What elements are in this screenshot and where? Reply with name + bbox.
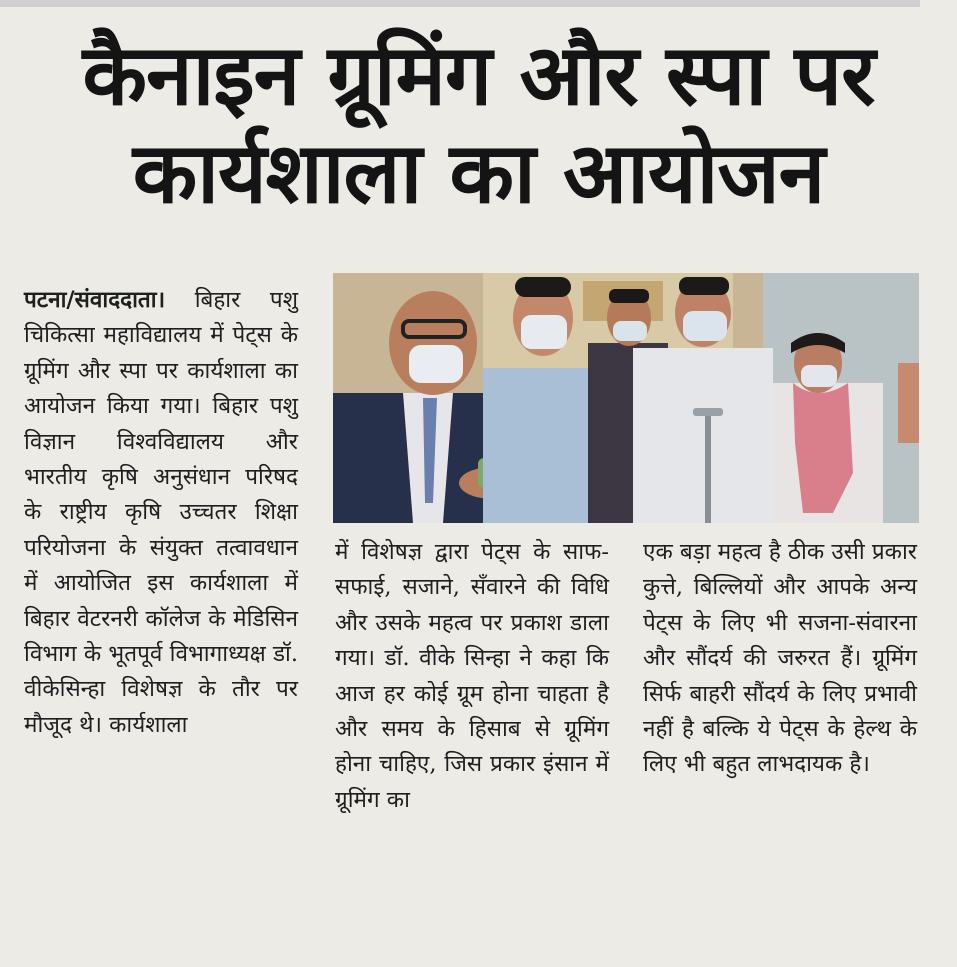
news-photo [333, 273, 919, 523]
column-3-text: एक बड़ा महत्व है ठीक उसी प्रकार कुत्ते, बिल्लियों और आपके अन्य पेट्स के लिए भी सजना-संवारना और सौंदर्य की जरुरत हैं। ग्रूमिंग सिर्फ बाहरी सौंदर्य के लिए प्रभावी नहीं है बल्कि ये पेट्स के हेल्थ के लिए भी बहुत लाभदायक है। [643, 539, 917, 778]
column-2-text: में विशेषज्ञ द्वारा पेट्स के साफ-सफाई, सजाने, सँवारने की विधि और उसके महत्व पर प्रकाश डाला गया। डॉ. वीके सिन्हा ने कहा कि आज हर कोई ग्रूम होना चाहता है और समय के हिसाब से ग्रूमिंग होना चाहिए, जिस प्रकार इंसान में ग्रूमिंग का [335, 539, 609, 813]
article-column-2 [335, 535, 609, 818]
headline-line-1: कैनाइन ग्रूमिंग और स्पा पर [82, 26, 875, 124]
article-column-1 [24, 283, 298, 743]
photo-illustration [333, 273, 919, 523]
headline-line-2: कार्यशाला का आयोजन [132, 124, 825, 222]
dateline: पटना/संवाददाता। [24, 287, 166, 313]
top-rule [0, 0, 920, 7]
headline [0, 26, 957, 222]
article-column-3 [643, 535, 917, 783]
column-1-text: बिहार पशु चिकित्सा महाविद्यालय में पेट्स के ग्रूमिंग और स्पा पर कार्यशाला का आयोजन किया गया। बिहार पशु विज्ञान विश्वविद्यालय और भारतीय कृषि अनुसंधान परिषद के राष्ट्रीय कृषि उच्चतर शिक्षा परियोजना के संयुक्त तत्वावधान में आयोजित इस कार्यशाला में बिहार वेटरनरी कॉलेज के मेडिसिन विभाग के भूतपूर्व विभागाध्यक्ष डॉ. वीकेसिन्हा विशेषज्ञ के तौर पर मौजूद थे। कार्यशाला [24, 287, 298, 738]
